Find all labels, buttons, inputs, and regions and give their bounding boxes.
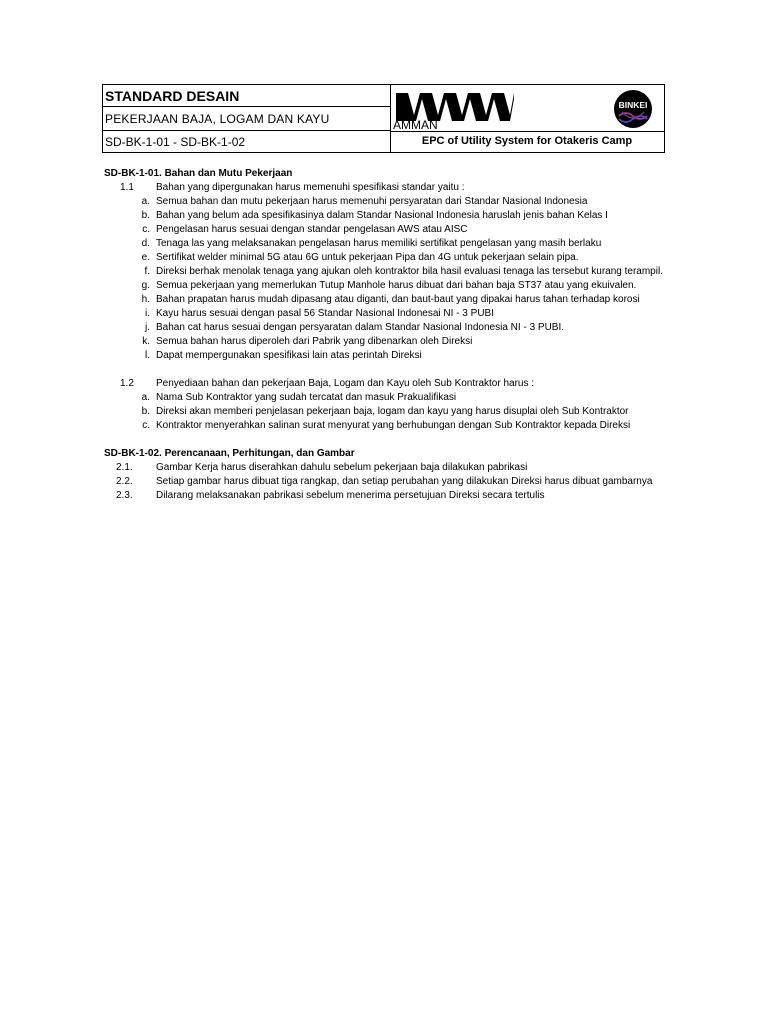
clause-text: Gambar Kerja harus diserahkan dahulu sebelum pekerjaan baja dilakukan pabrikasi — [156, 462, 528, 473]
item-letter: c. — [142, 224, 150, 235]
list-item: Kayu harus sesuai dengan pasal 56 Standar Nasional Indonesai NI - 3 PUBI — [156, 308, 494, 319]
item-letter: j. — [145, 322, 150, 333]
clause-text: Penyediaan bahan dan pekerjaan Baja, Logam dan Kayu oleh Sub Kontraktor harus : — [156, 378, 535, 389]
clause-number: 2.2. — [116, 476, 133, 487]
clause-number: 1.1 — [120, 182, 134, 193]
item-letter: d. — [141, 238, 150, 249]
list-item: Pengelasan harus sesuai dengan standar pengelasan AWS atau AISC — [156, 224, 468, 235]
item-letter: c. — [142, 420, 150, 431]
clause-number: 2.3. — [116, 490, 133, 501]
list-item: Semua bahan harus diperoleh dari Pabrik yang dibenarkan oleh Direksi — [156, 336, 473, 347]
item-letter: l. — [145, 350, 150, 361]
list-item: Bahan cat harus sesuai dengan persyaratan dalam Standar Nasional Indonesia NI - 3 PUBI. — [156, 322, 565, 333]
section-title: SD-BK-1-02. Perencanaan, Perhitungan, dan Gambar — [104, 448, 355, 459]
list-item: Semua bahan dan mutu pekerjaan harus memenuhi persyaratan dari Standar Nasional Indonesia — [156, 196, 588, 207]
list-item: Kontraktor menyerahkan salinan surat menyurat yang berhubungan dengan Sub Kontraktor kepada Direksi — [156, 420, 631, 431]
amman-logo-text: AMMAN — [393, 118, 438, 132]
item-letter: k. — [142, 336, 150, 347]
list-item: Nama Sub Kontraktor yang sudah tercatat dan masuk Prakualifikasi — [156, 392, 457, 403]
clause-number: 2.1. — [116, 462, 133, 473]
item-letter: h. — [141, 294, 150, 305]
binkei-logo-icon — [613, 89, 653, 129]
list-item: Bahan yang belum ada spesifikasinya dalam Standar Nasional Indonesia haruslah jenis bahan Kelas I — [156, 210, 608, 221]
document-codes: SD-BK-1-01 - SD-BK-1-02 — [105, 135, 246, 149]
document-subtitle: PEKERJAAN BAJA, LOGAM DAN KAYU — [103, 107, 390, 131]
item-letter: a. — [141, 392, 150, 403]
document-header — [102, 84, 665, 153]
item-letter: a. — [141, 196, 150, 207]
header-info-block — [103, 85, 391, 152]
clause-text: Setiap gambar harus dibuat tiga rangkap, dan setiap perubahan yang dilakukan Direksi harus dibuat gambarnya — [156, 476, 653, 487]
binkei-logo-text: BINKEI — [618, 100, 648, 110]
item-letter: i. — [145, 308, 150, 319]
item-letter: f. — [144, 266, 150, 277]
header-logo-block — [390, 85, 664, 152]
list-item: Direksi berhak menolak tenaga yang ajukan oleh kontraktor bila hasil evaluasi tenaga las tersebut kurang terampil. — [156, 266, 663, 277]
item-letter: e. — [141, 252, 150, 263]
clause-number: 1.2 — [120, 378, 134, 389]
item-letter: b. — [141, 210, 150, 221]
clause-text: Dilarang melaksanakan pabrikasi sebelum menerima persetujuan Direksi secara tertulis — [156, 490, 545, 501]
list-item: Tenaga las yang melaksanakan pengelasan harus memiliki sertifikat pengelasan yang masih berlaku — [156, 238, 602, 249]
list-item: Direksi akan memberi penjelasan pekerjaan baja, logam dan kayu yang harus disuplai oleh Sub Kontraktor — [156, 406, 629, 417]
list-item: Bahan prapatan harus mudah dipasang atau diganti, dan baut-baut yang dipakai harus tahan terhadap korosi — [156, 294, 640, 305]
clause-text: Bahan yang dipergunakan harus memenuhi spesifikasi standar yaitu : — [156, 182, 465, 193]
list-item: Sertifikat welder minimal 5G atau 6G untuk pekerjaan Pipa dan 4G untuk pekerjaan selain pipa. — [156, 252, 579, 263]
document-title: STANDARD DESAIN — [103, 85, 390, 107]
section-title: SD-BK-1-01. Bahan dan Mutu Pekerjaan — [104, 168, 293, 179]
item-letter: b. — [141, 406, 150, 417]
project-name: EPC of Utility System for Otakeris Camp — [421, 135, 633, 147]
item-letter: g. — [141, 280, 150, 291]
list-item: Dapat mempergunakan spesifikasi lain atas perintah Direksi — [156, 350, 422, 361]
list-item: Semua pekerjaan yang memerlukan Tutup Manhole harus dibuat dari bahan baja ST37 atau yang ekuivalen. — [156, 280, 637, 291]
